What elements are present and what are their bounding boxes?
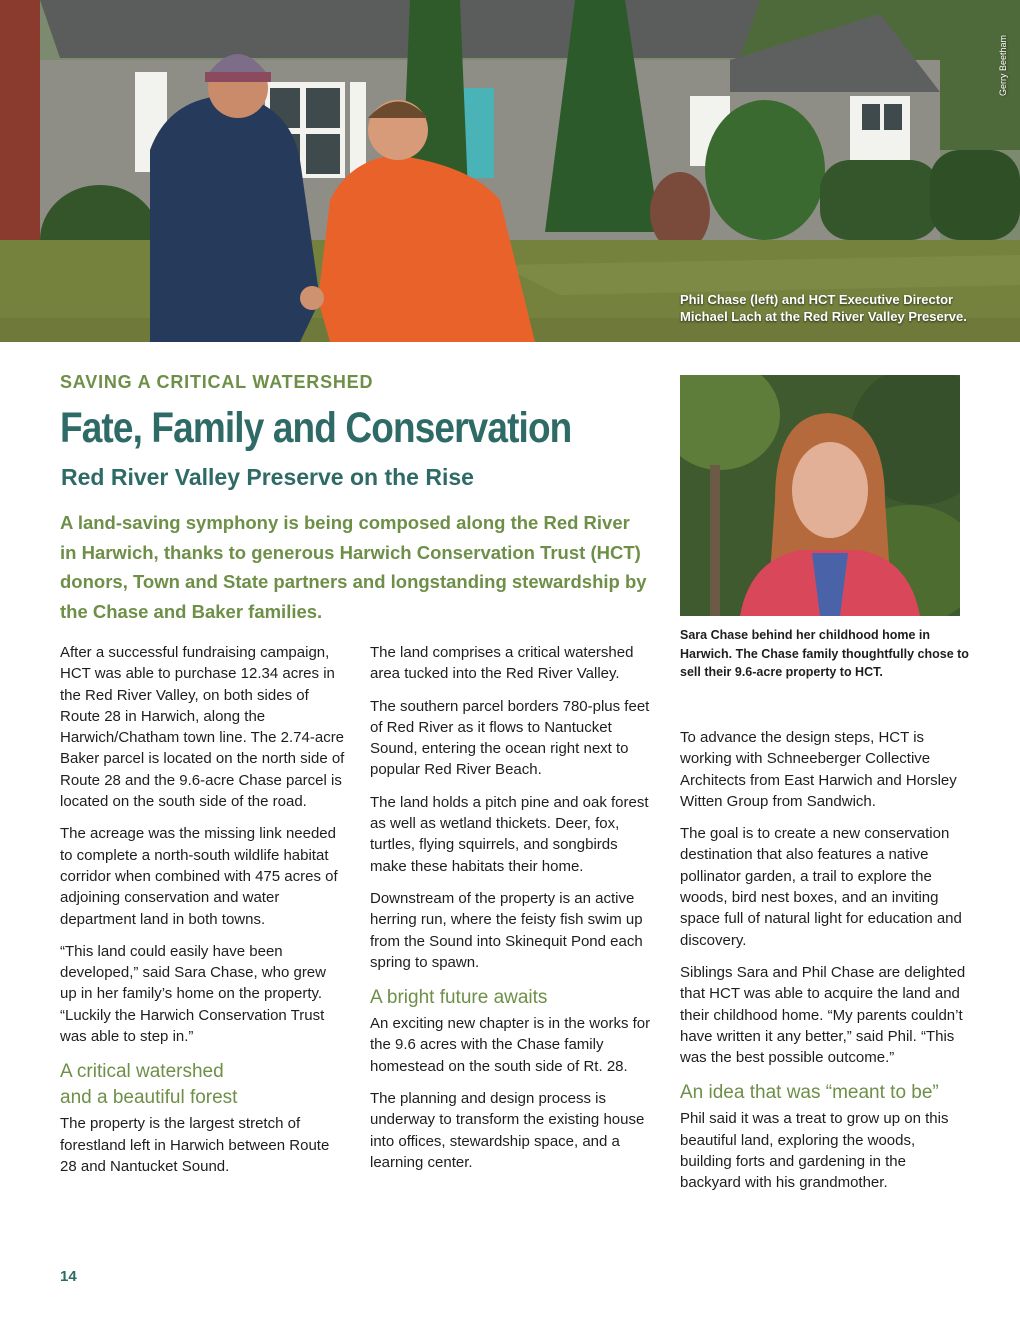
photo-credit: Gerry Beetham bbox=[998, 34, 1008, 96]
hero-caption-line2: Michael Lach at the Red River Valley Preserve. bbox=[680, 309, 967, 324]
section-kicker: SAVING A CRITICAL WATERSHED bbox=[60, 372, 374, 392]
article-subtitle: Red River Valley Preserve on the Rise bbox=[61, 464, 474, 490]
paragraph: Downstream of the property is an active herring run, where the feisty fish swim up from the Sound into Skinequit Pond each spring to spawn. bbox=[370, 889, 643, 971]
paragraph: The land holds a pitch pine and oak forest as well as wetland thickets. Deer, fox, turtles, flying squirrels, and songbirds make these habitats their home. bbox=[370, 793, 649, 875]
section-heading-meant-to-be: An idea that was “meant to be” bbox=[680, 1082, 939, 1104]
hero-caption bbox=[680, 291, 1000, 325]
page-number: 14 bbox=[60, 1268, 77, 1285]
paragraph: Phil said it was a treat to grow up on this beautiful land, exploring the woods, building forts and gardening in the backyard with his grandmother. bbox=[680, 1110, 949, 1192]
paragraph: The southern parcel borders 780-plus feet of Red River as it flows to Nantucket Sound, entering the ocean right next to popular Red River Beach. bbox=[370, 697, 650, 779]
paragraph: After a successful fundraising campaign, HCT was able to purchase 12.34 acres in the Red River Valley, on both sides of Route 28 in Harwich, along the Harwich/Chatham town line. The 2.74-acre Baker parcel is located on the north side of Route 28 and the 9.6-acre Chase parcel is located on the south side of the road. bbox=[60, 644, 345, 811]
paragraph: The acreage was the missing link needed to complete a north-south wildlife habitat corridor when combined with 475 acres of adjoining conservation and water department land in both towns. bbox=[60, 825, 338, 928]
portrait-illustration bbox=[680, 375, 960, 616]
body-column-2 bbox=[370, 642, 655, 1184]
heading-line: and a beautiful forest bbox=[60, 1087, 238, 1109]
hero-caption-line1: Phil Chase (left) and HCT Executive Director bbox=[680, 292, 954, 307]
paragraph: To advance the design steps, HCT is working with Schneeberger Collective Architects from East Harwich and Horsley Witten Group from Sandwich. bbox=[680, 729, 957, 810]
article-title: Fate, Family and Conservation bbox=[60, 404, 572, 452]
paragraph: An exciting new chapter is in the works for the 9.6 acres with the Chase family homestead on the south side of Rt. 28. bbox=[370, 1015, 651, 1075]
hero-photo bbox=[0, 0, 1020, 342]
article-lede: A land-saving symphony is being composed along the Red River in Harwich, thanks to generous Harwich Conservation Trust (HCT) donors, Town and State partners and longstanding stewardship by the Chase and Baker families. bbox=[60, 512, 647, 622]
section-heading-future: A bright future awaits bbox=[370, 987, 548, 1009]
section-heading-watershed bbox=[60, 1059, 345, 1111]
portrait-photo bbox=[680, 375, 960, 616]
paragraph: The planning and design process is underway to transform the existing house into offices, stewardship space, and a learning center. bbox=[370, 1090, 645, 1171]
portrait-caption: Sara Chase behind her childhood home in Harwich. The Chase family thoughtfully chose to sell their 9.6-acre property to HCT. bbox=[680, 628, 969, 679]
heading-line: A critical watershed bbox=[60, 1061, 224, 1083]
paragraph: Siblings Sara and Phil Chase are delighted that HCT was able to acquire the land and their childhood home. “My parents couldn’t have written it any better,” said Phil. “This was the best possible outcome.” bbox=[680, 963, 966, 1067]
paragraph: “This land could easily have been developed,” said Sara Chase, who grew up in her family’s home on the property. “Luckily the Harwich Conservation Trust was able to step in.” bbox=[60, 942, 326, 1046]
body-column-3 bbox=[680, 727, 970, 1205]
body-column-1 bbox=[60, 642, 345, 1188]
paragraph: The land comprises a critical watershed area tucked into the Red River Valley. bbox=[370, 644, 634, 683]
paragraph: The goal is to create a new conservation destination that also features a native pollinator garden, a trail to explore the woods, bird nest boxes, and an inviting space full of natural light for education and discovery. bbox=[680, 825, 962, 949]
paragraph: The property is the largest stretch of forestland left in Harwich between Route 28 and Nantucket Sound. bbox=[60, 1115, 330, 1175]
